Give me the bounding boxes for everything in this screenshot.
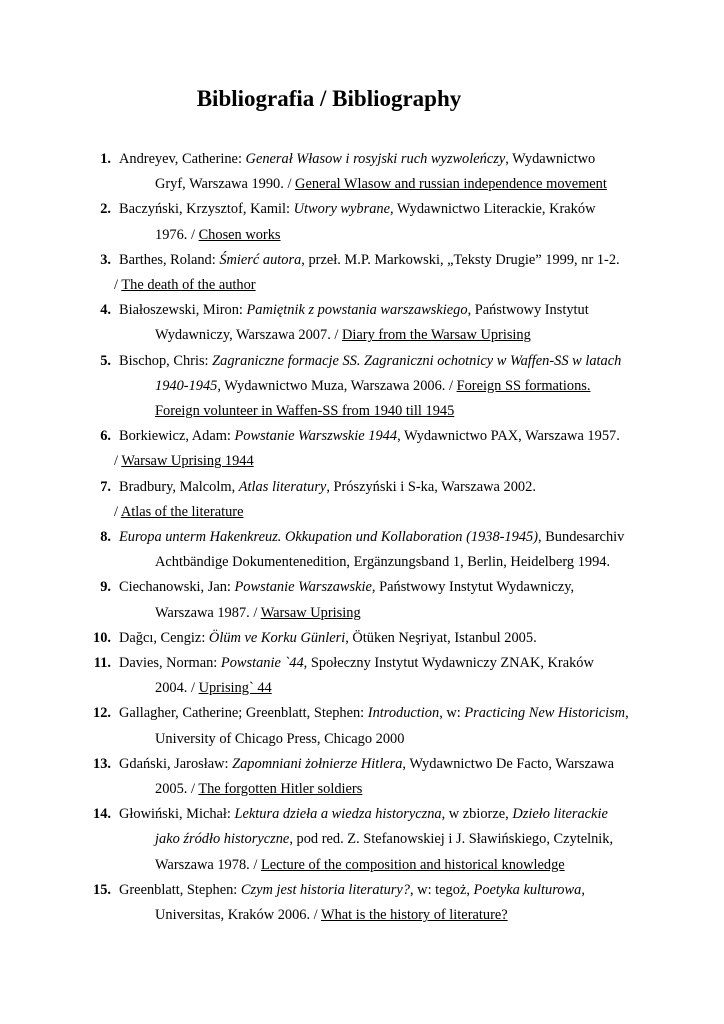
text: , Państwowy Instytut Wydawniczy,	[371, 579, 575, 596]
text: Barthes, Roland:	[119, 251, 220, 268]
text: Głowiński, Michał:	[119, 806, 235, 823]
list-item	[88, 349, 648, 425]
italic-title: 1940-1945	[155, 377, 218, 394]
text: , pod red. Z. Stefanowskiej i J. Sławińskiego, Czytelnik,	[289, 831, 614, 848]
translation-link: Diary from the Warsaw Uprising	[342, 327, 531, 344]
text: Universitas, Kraków 2006. /	[155, 907, 322, 924]
entry-number: 3.	[100, 251, 111, 268]
text: Greenblatt, Stephen:	[119, 881, 241, 898]
entry-line	[114, 500, 648, 525]
list-item	[88, 701, 648, 751]
text: Bradbury, Malcolm,	[119, 478, 239, 495]
list-item	[88, 575, 648, 625]
entry-number: 8.	[100, 529, 111, 546]
italic-title: Atlas literatury	[238, 478, 327, 495]
list-item	[88, 626, 648, 651]
translation-link: Atlas of the literature	[120, 503, 244, 520]
entry-number: 5.	[100, 352, 111, 369]
entry-line	[119, 601, 648, 626]
text: Andreyev, Catherine:	[119, 151, 246, 167]
italic-title: Dzieło literackie	[512, 806, 608, 823]
entry-line	[119, 626, 648, 651]
text: , w zbiorze,	[441, 806, 513, 823]
entry-line	[119, 827, 648, 852]
text: , Wydawnictwo Literackie, Kraków	[390, 201, 596, 218]
list-item	[88, 651, 648, 701]
text: , Prószyński i S-ka, Warszawa 2002.	[326, 478, 536, 495]
italic-title: Generał Własow i rosyjski ruch wyzwoleńczy	[245, 151, 506, 167]
text: Borkiewicz, Adam:	[119, 428, 235, 445]
text: Warszawa 1978. /	[155, 856, 261, 873]
entry-line	[119, 424, 648, 449]
italic-title: Zapomniani żołnierze Hitlera	[232, 755, 403, 772]
entry-line	[119, 147, 648, 172]
text: , Wydawnictwo Muza, Warszawa 2006. /	[217, 377, 457, 394]
text: Baczyński, Krzysztof, Kamil:	[119, 201, 294, 218]
entry-line	[119, 197, 648, 222]
text: Gallagher, Catherine; Greenblatt, Stephen:	[119, 705, 368, 722]
list-item	[88, 147, 648, 197]
italic-title: Ölüm ve Korku Günleri	[208, 629, 346, 646]
text: /	[114, 503, 121, 520]
text: , Wydawnictwo PAX, Warszawa 1957.	[397, 428, 620, 445]
entry-number: 10.	[93, 629, 111, 646]
text: Białoszewski, Miron:	[119, 302, 247, 319]
entry-line	[119, 802, 648, 827]
text: Dağcı, Cengiz:	[119, 629, 209, 646]
entry-number: 12.	[93, 705, 111, 722]
text: , Państwowy Instytut	[467, 302, 589, 319]
translation-link: The forgotten Hitler soldiers	[198, 781, 363, 798]
entry-line	[119, 575, 648, 600]
text: University of Chicago Press, Chicago 2000	[155, 730, 405, 747]
entry-number: 15.	[93, 881, 111, 898]
text: , w:	[439, 705, 465, 722]
entry-line	[119, 777, 648, 802]
text: /	[114, 277, 122, 294]
list-item	[88, 752, 648, 802]
text: , Wydawnictwo De Facto, Warszawa	[402, 755, 615, 772]
entry-line	[119, 651, 648, 676]
text: Bischop, Chris:	[119, 352, 213, 369]
entry-line	[119, 172, 648, 197]
text: /	[114, 453, 122, 470]
list-item	[88, 802, 648, 878]
list-item	[88, 878, 648, 928]
page-title: Bibliografia / Bibliography	[196, 86, 462, 111]
italic-title: Europa unterm Hakenkreuz. Okkupation und Kollaboration (1938-1945)	[119, 529, 539, 546]
italic-title: Czym jest historia literatury?	[240, 881, 410, 898]
entry-number: 11.	[93, 655, 111, 672]
entry-line	[119, 248, 648, 273]
entry-line	[119, 903, 648, 928]
text: 2005. /	[155, 781, 199, 798]
translation-link: Warsaw Uprising 1944	[121, 453, 254, 470]
italic-title: Poetyka kulturowa	[473, 881, 582, 898]
text: , w: tegoż,	[409, 881, 474, 898]
text: 1976. /	[155, 226, 199, 243]
translation-link: Foreign SS formations.	[456, 377, 591, 394]
italic-title: Powstanie Warszwskie 1944	[234, 428, 398, 445]
translation-link: Chosen works	[198, 226, 281, 243]
entry-line	[119, 525, 648, 550]
list-item	[88, 197, 648, 247]
list-item	[88, 424, 648, 474]
text: ,	[581, 881, 585, 898]
entry-line	[119, 701, 648, 726]
entry-number: 13.	[93, 755, 111, 772]
text: Ciechanowski, Jan:	[119, 579, 235, 596]
italic-title: Zagraniczne formacje SS. Zagraniczni ochotnicy w Waffen-SS w latach	[212, 352, 622, 369]
list-item	[88, 475, 648, 525]
entry-line	[119, 399, 648, 424]
text: Achtbändige Dokumentenedition, Ergänzungsband 1, Berlin, Heidelberg 1994.	[155, 554, 611, 571]
entry-line	[119, 853, 648, 878]
translation-link: Foreign volunteer in Waffen-SS from 1940 till 1945	[155, 403, 455, 420]
italic-title: Powstanie `44	[220, 655, 304, 672]
entry-number: 2.	[100, 201, 111, 218]
list-item	[88, 248, 648, 298]
italic-title: Lektura dzieła a wiedza historyczna	[234, 806, 442, 823]
text: 2004. /	[155, 680, 199, 697]
entry-line	[119, 878, 648, 903]
entry-line	[114, 273, 648, 298]
entry-line	[119, 727, 648, 752]
italic-title: Introduction	[367, 705, 440, 722]
entry-line	[119, 550, 648, 575]
italic-title: Śmierć autora	[219, 251, 302, 268]
text: ,	[625, 705, 629, 722]
text: Wydawniczy, Warszawa 2007. /	[155, 327, 342, 344]
translation-link: The death of the author	[121, 277, 256, 294]
entry-number: 4.	[100, 302, 111, 319]
translation-link: General Wlasow and russian independence movement	[295, 176, 607, 193]
text: , Ötüken Neşriyat, Istanbul 2005.	[345, 629, 537, 646]
text: , Społeczny Instytut Wydawniczy ZNAK, Kraków	[303, 655, 594, 672]
list-item	[88, 298, 648, 348]
text: , Wydawnictwo	[505, 151, 596, 167]
entry-number: 6.	[100, 428, 111, 445]
entry-number: 9.	[100, 579, 111, 596]
list-item	[88, 525, 648, 575]
text: Warszawa 1987. /	[155, 604, 261, 621]
translation-link: Uprising` 44	[198, 680, 272, 697]
entry-number: 1.	[100, 151, 111, 167]
translation-link: Warsaw Uprising	[260, 604, 361, 621]
entry-line	[119, 223, 648, 248]
entry-number: 14.	[93, 806, 111, 823]
italic-title: jako źródło historyczne	[155, 831, 290, 848]
text: , Bundesarchiv	[538, 529, 625, 546]
entry-line	[119, 475, 648, 500]
bibliography-list	[88, 147, 648, 928]
italic-title: Powstanie Warszawskie	[234, 579, 372, 596]
text: Gryf, Warszawa 1990. /	[155, 176, 296, 193]
entry-line	[119, 676, 648, 701]
entry-line	[119, 298, 648, 323]
italic-title: Utwory wybrane	[293, 201, 390, 218]
italic-title: Practicing New Historicism	[464, 705, 626, 722]
translation-link: What is the history of literature?	[321, 907, 508, 924]
entry-line	[119, 752, 648, 777]
entry-number: 7.	[100, 478, 111, 495]
entry-line	[119, 349, 648, 374]
italic-title: Pamiętnik z powstania warszawskiego	[246, 302, 468, 319]
entry-line	[119, 374, 648, 399]
entry-line	[119, 323, 648, 348]
entry-line	[114, 449, 648, 474]
text: , przeł. M.P. Markowski, „Teksty Drugie” 1999, nr 1-2.	[301, 251, 620, 268]
text: Davies, Norman:	[119, 655, 221, 672]
translation-link: Lecture of the composition and historical knowledge	[260, 856, 565, 873]
text: Gdański, Jarosław:	[119, 755, 233, 772]
